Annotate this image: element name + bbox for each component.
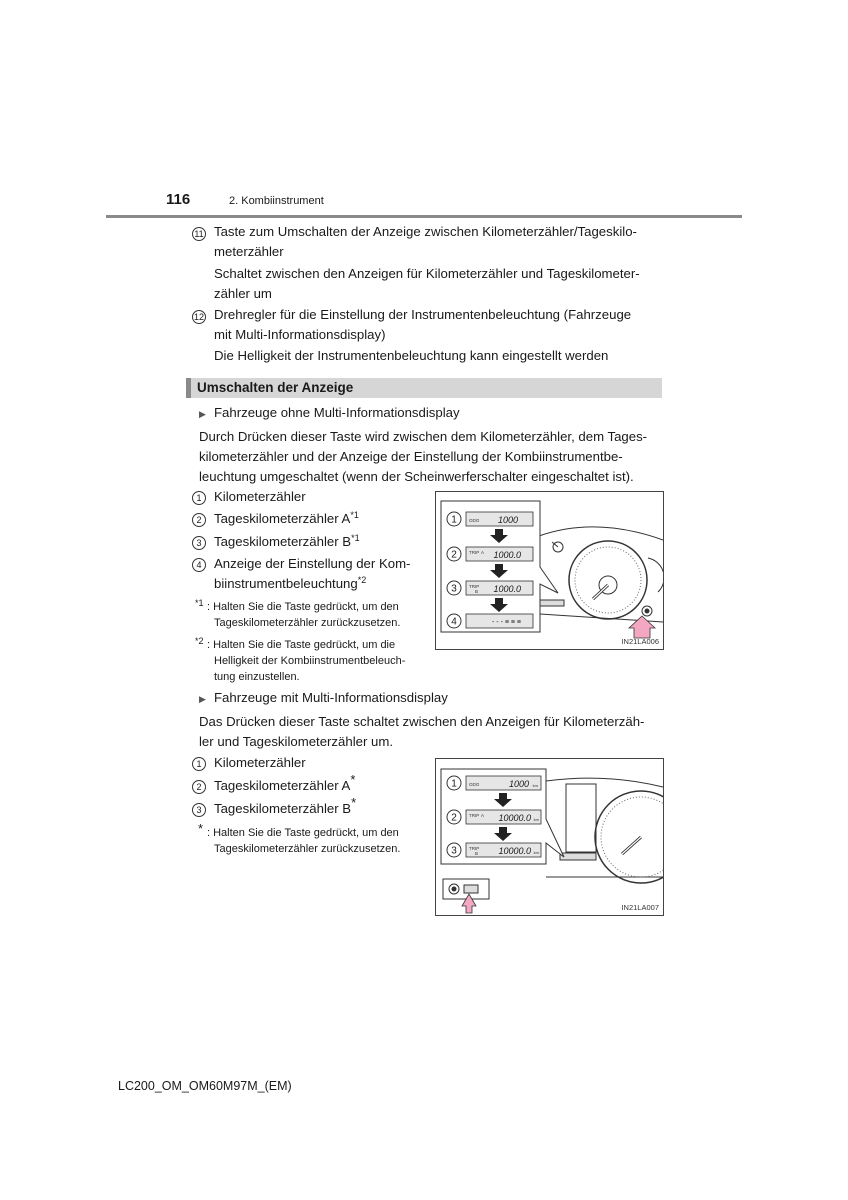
fig1-step-2-tag: TRIP [469,550,480,555]
list-number-2: 2 [192,780,206,794]
fig2-step-2-sub: A [481,813,485,818]
item-12-title: Drehregler für die Einstellung der Instrumentenbeleuchtung (Fahrzeuge mit Multi-Informationsdisplay) [214,307,632,342]
fig2-step-2-unit: km [533,817,539,822]
footnote-1: : Halten Sie die Taste gedrückt, um den Tageskilometerzähler zurückzusetzen. [207,601,401,629]
fig2-step-1-value: 1000 [508,779,529,789]
list-item-trip-b: Tageskilometerzähler $B^{*1}$ [214,533,360,549]
footnote-mark: * [198,821,204,836]
subsection-2-paragraph: Das Drücken dieser Taste schaltet zwischen den Anzeigen für Kilometerzäh- ler und Tageskilometerzähler um. [199,714,645,749]
list-number-3: 3 [192,536,206,550]
list-item-trip-a: Tageskilometerzähler $A^{*1}$ [214,510,359,526]
fig2-step-3-value: 10000.0 [498,846,531,856]
footnote-2: : Halten Sie die Taste gedrückt, um die Helligkeit der Kombiinstrumentbeleuch- tung einzustellen. [207,639,406,683]
fig2-step-2-tag: TRIP [469,813,480,818]
list-item-odometer: Kilometerzähler [214,755,306,770]
item-number-11: 11 [192,227,206,241]
item-number-12: 12 [193,312,204,322]
list-number-3: 3 [192,803,206,817]
figure-instrument-cluster-2 [435,758,664,916]
fig2-step-3-sub: B [475,851,479,856]
fig1-step-3-sub: B [475,589,479,594]
fig1-step-2-sub: A [481,550,485,555]
fig2-step-1-number: 1 [451,778,457,790]
fig1-step-2-value: 1000.0 [493,550,521,560]
fig1-step-3-number: 3 [451,583,457,595]
list-item-trip-b: Tageskilometerzähler B* [214,795,357,816]
list-number-1: 1 [192,757,206,771]
header-rule [106,215,742,218]
figure-instrument-cluster-1 [435,491,664,650]
subsection-2-title: Fahrzeuge mit Multi-Informationsdisplay [214,690,448,705]
figure-1-code: IN21LA006 [621,637,659,646]
list-number-2: 2 [192,513,206,527]
subsection-1-paragraph: Durch Drücken dieser Taste wird zwischen dem Kilometerzähler, dem Tages- kilometerzähler und der Anzeige der Einstellung der Kombiinstrumentbe- leuchtung umgeschaltet (wenn der Scheinwerferschalter eingeschaltet ist). [199,429,648,484]
figure-2-code: IN21LA007 [621,903,659,912]
fig2-step-1-unit: km [532,783,538,788]
fig2-step-2-number: 2 [451,812,457,824]
item-12-description: Die Helligkeit der Instrumentenbeleuchtung kann eingestellt werden [214,348,609,363]
fig2-step-1-tag: ODO [469,782,480,787]
cluster-diagram [436,492,663,649]
page-number: 116 [166,191,191,208]
bullet-triangle-icon: ▶ [199,409,206,419]
subsection-1-title: Fahrzeuge ohne Multi-Informationsdisplay [214,405,460,420]
fig1-step-3-tag: TRIP [469,584,480,589]
bullet-triangle-icon: ▶ [199,694,206,704]
fig2-step-2-value: 10000.0 [498,813,531,823]
fig1-step-1-number: 1 [451,514,457,526]
fig2-step-3-unit: km [533,850,539,855]
list-item-odometer: Kilometerzähler [214,489,306,504]
fig1-step-1-tag: ODO [469,518,480,523]
footnote: : Halten Sie die Taste gedrückt, um den Tageskilometerzähler zurückzusetzen. [207,827,401,855]
item-11-title: Taste zum Umschalten der Anzeige zwischen Kilometerzähler/Tageskilo- meterzähler [214,224,637,259]
fig1-step-2-number: 2 [451,549,457,561]
fig2-step-3-number: 3 [451,845,457,857]
cluster-diagram-mid [436,759,663,915]
list-item-trip-a: Tageskilometerzähler A* [214,772,356,793]
chapter-title: 2. Kombiinstrument [229,195,324,207]
fig1-step-3-value: 1000.0 [493,584,521,594]
fig1-step-4-value: - - - ≡ ≡ ≡ [492,619,521,626]
list-number-4: 4 [192,558,206,572]
section-heading: Umschalten der Anzeige [186,378,662,398]
footnote-1-mark: *1 [195,598,204,608]
fig1-step-4-number: 4 [451,616,457,628]
footnote-2-mark: *2 [195,636,204,646]
item-11-description: Schaltet zwischen den Anzeigen für Kilometerzähler und Tageskilometer- zähler um [214,266,640,301]
fig1-step-1-value: 1000 [497,515,518,525]
list-item-brightness: Anzeige der Einstellung der Kom- biinstrumentbeleuchtung$^{*2}$ [214,556,411,591]
footer-doc-id: LC200_OM_OM60M97M_(EM) [118,1079,292,1093]
list-number-1: 1 [192,491,206,505]
fig2-step-3-tag: TRIP [469,846,480,851]
